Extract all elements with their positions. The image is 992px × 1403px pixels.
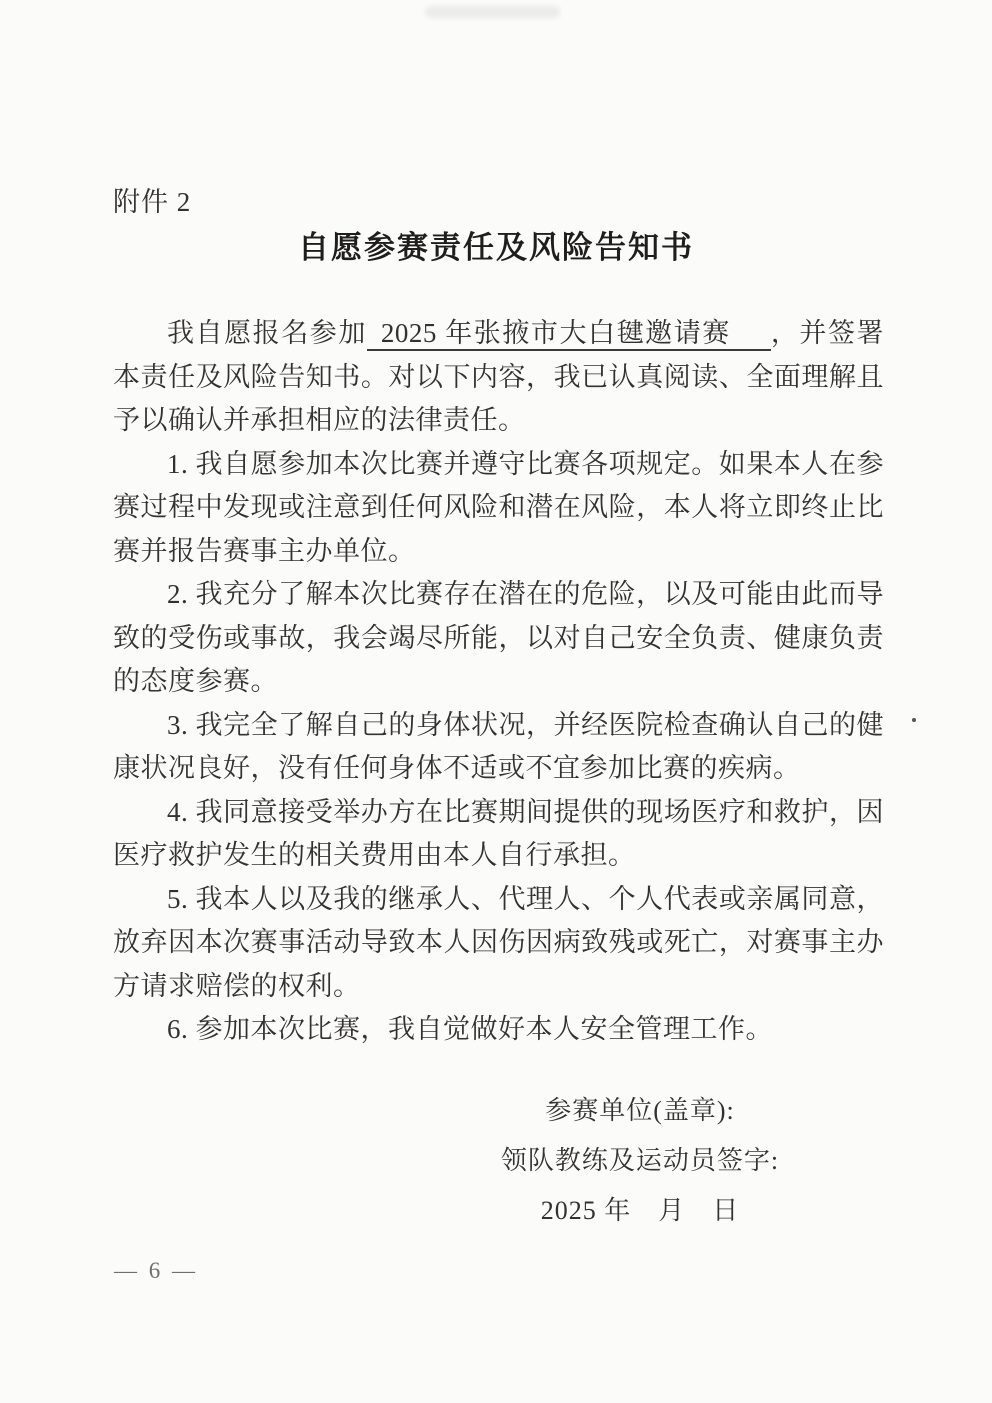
clause-3: 3. 我完全了解自己的身体状况，并经医院检查确认自己的健康状况良好，没有任何身体不适或不宜参加比赛的疾病。: [113, 709, 884, 783]
leader-coach-athlete-sign-line: 领队教练及运动员签字:: [500, 1146, 780, 1175]
scan-smudge: [425, 6, 560, 18]
attachment-label: 附件 2: [113, 187, 192, 217]
clause-4: 4. 我同意接受举办方在比赛期间提供的现场医疗和救护，因医疗救护发生的相关费用由本人自行承担。: [113, 796, 884, 870]
scan-speck: [912, 718, 916, 722]
intro-suffix: ，并签署本责任及风险告知书。对以下内容，我已认真阅读、全面理解且予以确认并承担相应的法律责任。: [113, 318, 885, 435]
clause-6: 6. 参加本次比赛，我自觉做好本人安全管理工作。: [167, 1014, 773, 1044]
clause-1: 1. 我自愿参加本次比赛并遵守比赛各项规定。如果本人在参赛过程中发现或注意到任何风险和潜在风险，本人将立即终止比赛并报告赛事主办单位。: [113, 448, 884, 566]
event-name-blank: 2025 年张掖市大白毽邀请赛: [367, 318, 771, 351]
intro-prefix: 我自愿报名参加: [167, 318, 367, 348]
intro-paragraph: [113, 312, 884, 443]
date-line: 2025 年 月 日: [540, 1196, 740, 1225]
clause-2: 2. 我充分了解本次比赛存在潜在的危险，以及可能由此而导致的受伤或事故，我会竭尽所能，以对自己安全负责、健康负责的态度参赛。: [113, 579, 884, 696]
signature-block: [475, 1086, 805, 1236]
document-body: [113, 312, 884, 1052]
document-title: 自愿参赛责任及风险告知书: [298, 230, 694, 265]
page-number: — 6 —: [114, 1258, 198, 1283]
clause-5: 5. 我本人以及我的继承人、代理人、个人代表或亲属同意，放弃因本次赛事活动导致本人因伤因病致残或死亡，对赛事主办方请求赔偿的权利。: [113, 883, 884, 1001]
unit-seal-line: 参赛单位(盖章):: [545, 1096, 735, 1125]
